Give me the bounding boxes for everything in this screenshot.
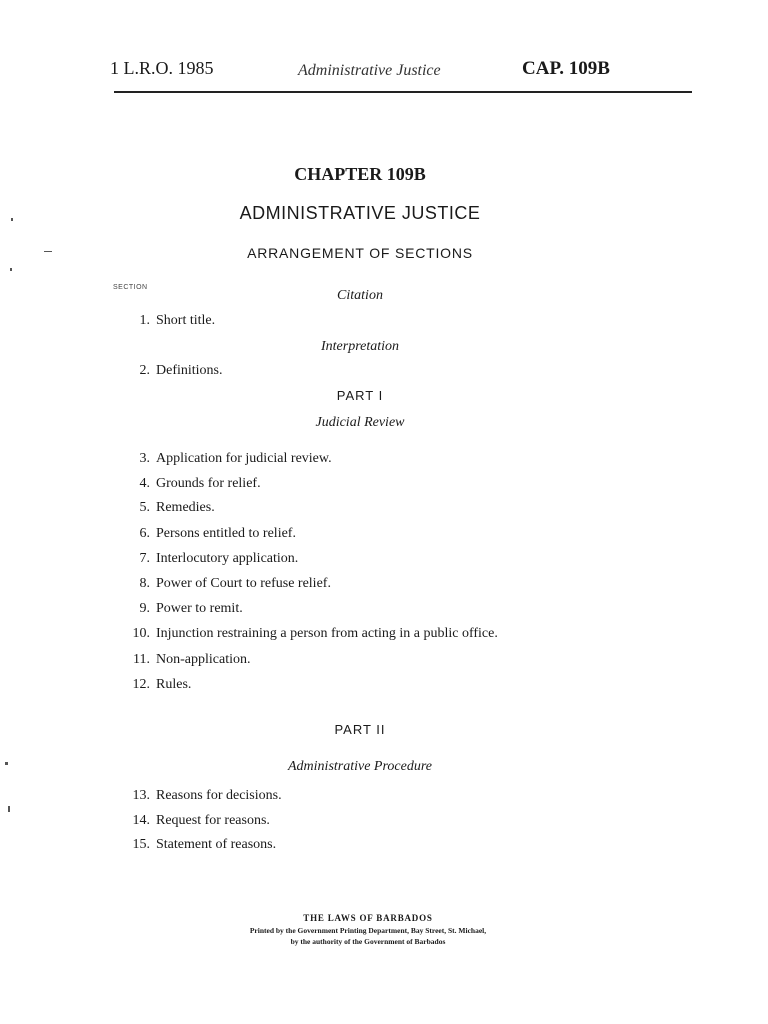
- section-number: 12.: [132, 677, 150, 692]
- chapter-number: CHAPTER 109B: [294, 164, 426, 184]
- header-edition: 1 L.R.O. 1985: [110, 58, 214, 78]
- heading-interpretation: Interpretation: [320, 339, 400, 354]
- section-title: Non-application.: [156, 652, 251, 667]
- section-title: Statement of reasons.: [156, 837, 277, 852]
- section-number: 14.: [132, 813, 150, 828]
- section-title: Request for reasons.: [156, 813, 270, 828]
- section-number: 1.: [139, 313, 150, 328]
- heading-administrative-procedure: Administrative Procedure: [288, 759, 432, 774]
- section-title: Reasons for decisions.: [156, 788, 282, 803]
- footer-publication: THE LAWS OF BARBADOS: [303, 913, 433, 923]
- section-title: Power to remit.: [156, 601, 243, 616]
- section-number: 13.: [132, 788, 150, 803]
- scan-speck: [11, 218, 13, 221]
- header-title: Administrative Justice: [298, 62, 441, 79]
- scan-speck: [8, 806, 10, 812]
- heading-part-1: PART I: [336, 388, 384, 403]
- section-title: Grounds for relief.: [156, 476, 261, 491]
- section-column-label: SECTION: [113, 284, 148, 291]
- section-number: 2.: [139, 363, 150, 378]
- scan-speck: [5, 762, 8, 765]
- section-number: 9.: [139, 601, 150, 616]
- section-title: Rules.: [156, 677, 192, 692]
- heading-judicial-review: Judicial Review: [315, 415, 405, 430]
- section-title: Power of Court to refuse relief.: [156, 576, 331, 591]
- section-title: Application for judicial review.: [156, 451, 332, 466]
- section-number: 7.: [139, 551, 150, 566]
- section-title: Remedies.: [156, 500, 215, 515]
- section-number: 10.: [132, 626, 150, 641]
- running-header: [0, 58, 768, 84]
- section-number: 3.: [139, 451, 150, 466]
- heading-part-2: PART II: [334, 722, 386, 737]
- header-chapter: CAP. 109B: [522, 58, 610, 79]
- heading-citation: Citation: [337, 288, 383, 303]
- act-title: ADMINISTRATIVE JUSTICE: [239, 203, 481, 223]
- section-title: Persons entitled to relief.: [156, 526, 296, 541]
- footer-authority: by the authority of the Government of Barbados: [290, 937, 446, 946]
- section-number: 6.: [139, 526, 150, 541]
- arrangement-heading: ARRANGEMENT OF SECTIONS: [247, 245, 473, 261]
- header-rule: [114, 91, 692, 93]
- section-title: Interlocutory application.: [156, 551, 299, 566]
- section-number: 11.: [133, 652, 150, 667]
- section-number: 5.: [139, 500, 150, 515]
- scan-speck: [10, 268, 12, 271]
- section-title: Short title.: [156, 313, 216, 328]
- section-title: Definitions.: [156, 363, 223, 378]
- scan-speck: [44, 251, 52, 252]
- section-number: 15.: [132, 837, 150, 852]
- section-number: 8.: [139, 576, 150, 591]
- section-title: Injunction restraining a person from acting in a public office.: [156, 626, 498, 641]
- section-number: 4.: [139, 476, 150, 491]
- footer-printer: Printed by the Government Printing Department, Bay Street, St. Michael,: [249, 926, 487, 935]
